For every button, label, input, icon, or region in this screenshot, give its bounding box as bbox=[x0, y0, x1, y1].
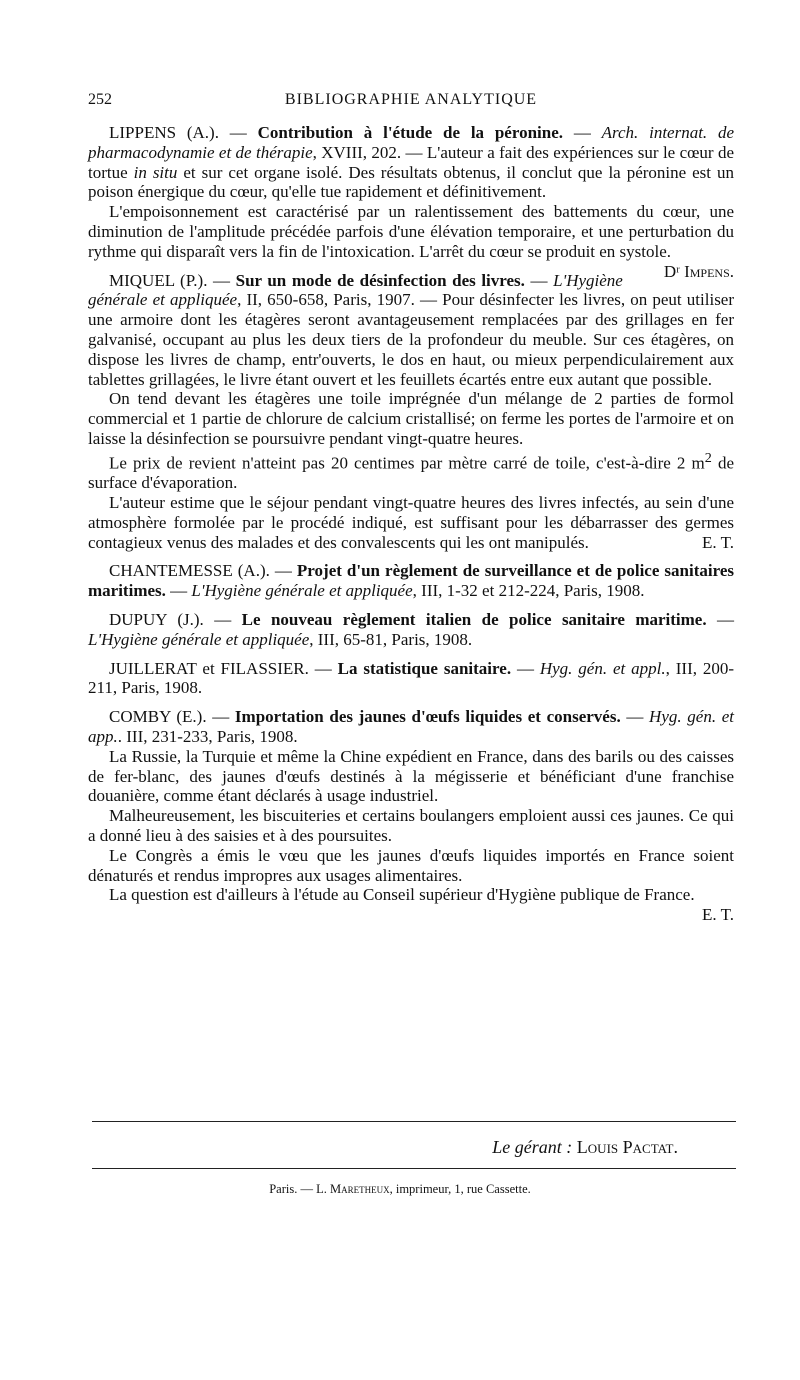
entry-title: La statistique sanitaire. bbox=[337, 658, 512, 678]
entry-author: JUILLERAT et FILASSIER. bbox=[109, 658, 309, 678]
footer-rule bbox=[92, 1121, 736, 1122]
entry-journal: Arch. internat. de pharmacodynamie et de thérapie bbox=[88, 123, 735, 162]
entry-reference: . III, 231-233, Paris, 1908. bbox=[117, 726, 298, 746]
entry-author: COMBY (E.). bbox=[109, 707, 207, 727]
entry-journal: L'Hygiène générale et appliquée bbox=[88, 270, 623, 310]
bibliography-content bbox=[88, 123, 734, 925]
entry-summary: et sur cet organe isolé. Des résultats obtenus, il conclut que la péronine est un poison énergique du cœur, qu'elle tue rapidement et définitivement. bbox=[88, 162, 734, 202]
entry-signature: E. T. bbox=[702, 532, 734, 552]
gerant-line bbox=[92, 1137, 678, 1158]
entry-signature bbox=[643, 262, 734, 282]
entry-title: Sur un mode de désinfection des livres. bbox=[235, 270, 525, 290]
entry-summary: La question est d'ailleurs à l'étude au Conseil supérieur d'Hygiène publique de France. bbox=[109, 885, 695, 905]
entry-reference: , III, 200-211, Paris, 1908. bbox=[88, 658, 735, 698]
entry-chantemesse: CHANTEMESSE (A.). — Projet d'un règlement de surveillance et de police sanitaires maritimes. — L'Hygiène générale et appliquée, III, 1-32 et 212-224, Paris, 1908. bbox=[88, 561, 734, 601]
entry-summary: L'auteur estime que le séjour pendant vingt-quatre heures des livres infectés, au sein d'une atmosphère formolée par le procédé indiqué, est suffisant pour les débarrasser des germes contagieux venus des malades et des convalescents qui les ont manipulés. bbox=[88, 493, 734, 552]
entry-title: Importation des jaunes d'œufs liquides et conservés. bbox=[234, 707, 621, 727]
imprint-address: , imprimeur, 1, rue Cassette. bbox=[389, 1182, 531, 1196]
entry-paragraph: Le Congrès a émis le vœu que les jaunes d'œufs liquides importés en France soient dénaturés et rendus impropres aux usages alimentaires. bbox=[88, 845, 734, 885]
entry-paragraph bbox=[88, 885, 734, 925]
running-header bbox=[88, 91, 734, 111]
entry-dupuy: DUPUY (J.). — Le nouveau règlement italien de police sanitaire maritime. — L'Hygiène générale et appliquée, III, 65-81, Paris, 1908. bbox=[88, 609, 735, 649]
page-number: 252 bbox=[88, 91, 112, 108]
entry-summary: Pour désinfecter les livres, on peut utiliser une armoire dont les étagères seront avantageusement remplacées par des grillages en fer galvanisé, occupant au plus les deux tiers de la profondeur du meuble. Sur ces étagères, on dispose les livres de champ, entr'ouverts, le dos en haut, ou mieux perpendiculairement aux tablettes grillagées, le livre étant ouvert et les feuillets écartés entre eux autant que possible. bbox=[88, 290, 735, 389]
printer-imprint bbox=[0, 1182, 800, 1197]
running-title: BIBLIOGRAPHIE ANALYTIQUE bbox=[284, 91, 538, 108]
entry-author: MIQUEL (P.). bbox=[109, 270, 208, 290]
entry-journal: L'Hygiène générale et appliquée bbox=[191, 581, 413, 601]
entry-summary: L'auteur a fait des expériences sur le cœur de tortue bbox=[88, 142, 734, 182]
imprint-printer-initial: L. bbox=[316, 1182, 327, 1196]
entry-author: CHANTEMESSE (A.). bbox=[109, 561, 270, 581]
entry-title: Projet d'un règlement de surveillance et de police sanitaires maritimes. bbox=[88, 561, 734, 601]
entry-author: LIPPENS (A.). bbox=[109, 123, 219, 142]
entry-title: Le nouveau règlement italien de police sanitaire maritime. bbox=[241, 609, 707, 629]
imprint-rule bbox=[92, 1168, 736, 1169]
gerant-label: Le gérant : bbox=[492, 1137, 573, 1157]
entry-paragraph: Malheureusement, les biscuiteries et certains boulangers emploient aussi ces jaunes. Ce qui a donné lieu à des saisies et à des poursuites. bbox=[88, 806, 734, 845]
signature-name: Impens. bbox=[684, 261, 734, 281]
entry-summary-italic: in situ bbox=[133, 162, 178, 182]
entry-paragraph: La Russie, la Turquie et même la Chine expédient en France, dans des barils ou des caisses de fer-blanc, des jaunes d'œufs destinés à la mégisserie et bénéficiant d'une franchise douanière, comme étant déclarés à usage industriel. bbox=[88, 746, 734, 806]
entry-juillerat: JUILLERAT et FILASSIER. — La statistique sanitaire. — Hyg. gén. et appl., III, 200-211, Paris, 1908. bbox=[88, 658, 735, 698]
entry-journal: Hyg. gén. et appl. bbox=[539, 658, 666, 678]
imprint-city: Paris. — bbox=[269, 1182, 313, 1196]
entry-author: DUPUY (J.). bbox=[109, 609, 204, 629]
entry-title: Contribution à l'étude de la péronine. bbox=[257, 123, 564, 142]
entry-lippens: LIPPENS (A.). — Contribution à l'étude de la péronine. — Arch. internat. de pharmacodynamie et de thérapie, XVIII, 202. — L'auteur a fait des expériences sur le cœur de tortue in situ et sur cet organe isolé. Des résultats obtenus, il conclut que la péronine est un poison énergique du cœur, qu'elle tue rapidement et définitivement. bbox=[88, 123, 735, 202]
entry-miquel: MIQUEL (P.). — Sur un mode de désinfection des livres. — L'Hygiène générale et appliquée, II, 650-658, Paris, 1907. — Pour désinfecter les livres, on peut utiliser une armoire dont les étagères seront avantageusement remplacées par des grillages en fer galvanisé, occupant au plus les deux tiers de la profondeur du meuble. Sur ces étagères, on dispose les livres de champ, entr'ouverts, le dos en haut, ou mieux perpendiculairement aux tablettes grillagées, le livre étant ouvert et les feuillets écartés entre eux autant que possible. bbox=[88, 270, 735, 389]
entry-summary: Le prix de revient n'atteint pas 20 centimes par mètre carré de toile, c'est-à-dire 2 m bbox=[109, 453, 705, 473]
entry-summary: L'empoisonnement est caractérisé par un ralentissement des battements du cœur, une diminution de l'amplitude précédée parfois d'une élévation temporaire, et une perturbation du rythme qui disparaît vers la fin de l'intoxication. L'arrêt du cœur se produit en systole. bbox=[88, 202, 734, 261]
entry-journal: L'Hygiène générale et appliquée bbox=[88, 629, 310, 649]
entry-reference: , II, 650-658, Paris, 1907. bbox=[237, 290, 415, 310]
entry-reference: , III, 65-81, Paris, 1908. bbox=[309, 629, 473, 649]
entry-reference: , XVIII, 202. bbox=[312, 142, 402, 162]
imprint-printer-name: Maretheux bbox=[330, 1182, 390, 1196]
entry-reference: , III, 1-32 et 212-224, Paris, 1908. bbox=[412, 581, 645, 601]
gerant-name: Louis Pactat. bbox=[576, 1137, 678, 1157]
entry-comby: COMBY (E.). — Importation des jaunes d'œufs liquides et conservés. — Hyg. gén. et app.. III, 231-233, Paris, 1908. bbox=[88, 707, 735, 746]
superscript: 2 bbox=[704, 449, 712, 466]
signature-title: Dʳ bbox=[663, 261, 680, 281]
entry-summary: de surface d'évaporation. bbox=[88, 453, 735, 493]
entry-paragraph bbox=[88, 449, 734, 493]
entry-paragraph: On tend devant les étagères une toile imprégnée d'un mélange de 2 parties de formol commercial et 1 partie de chlorure de calcium cristallisé; on ferme les portes de l'armoire et on laisse la désinfection se poursuivre pendant vingt-quatre heures. bbox=[88, 389, 734, 448]
entry-signature: E. T. bbox=[702, 905, 734, 925]
entry-paragraph bbox=[88, 493, 734, 552]
entry-journal: Hyg. gén. et app. bbox=[88, 707, 735, 746]
